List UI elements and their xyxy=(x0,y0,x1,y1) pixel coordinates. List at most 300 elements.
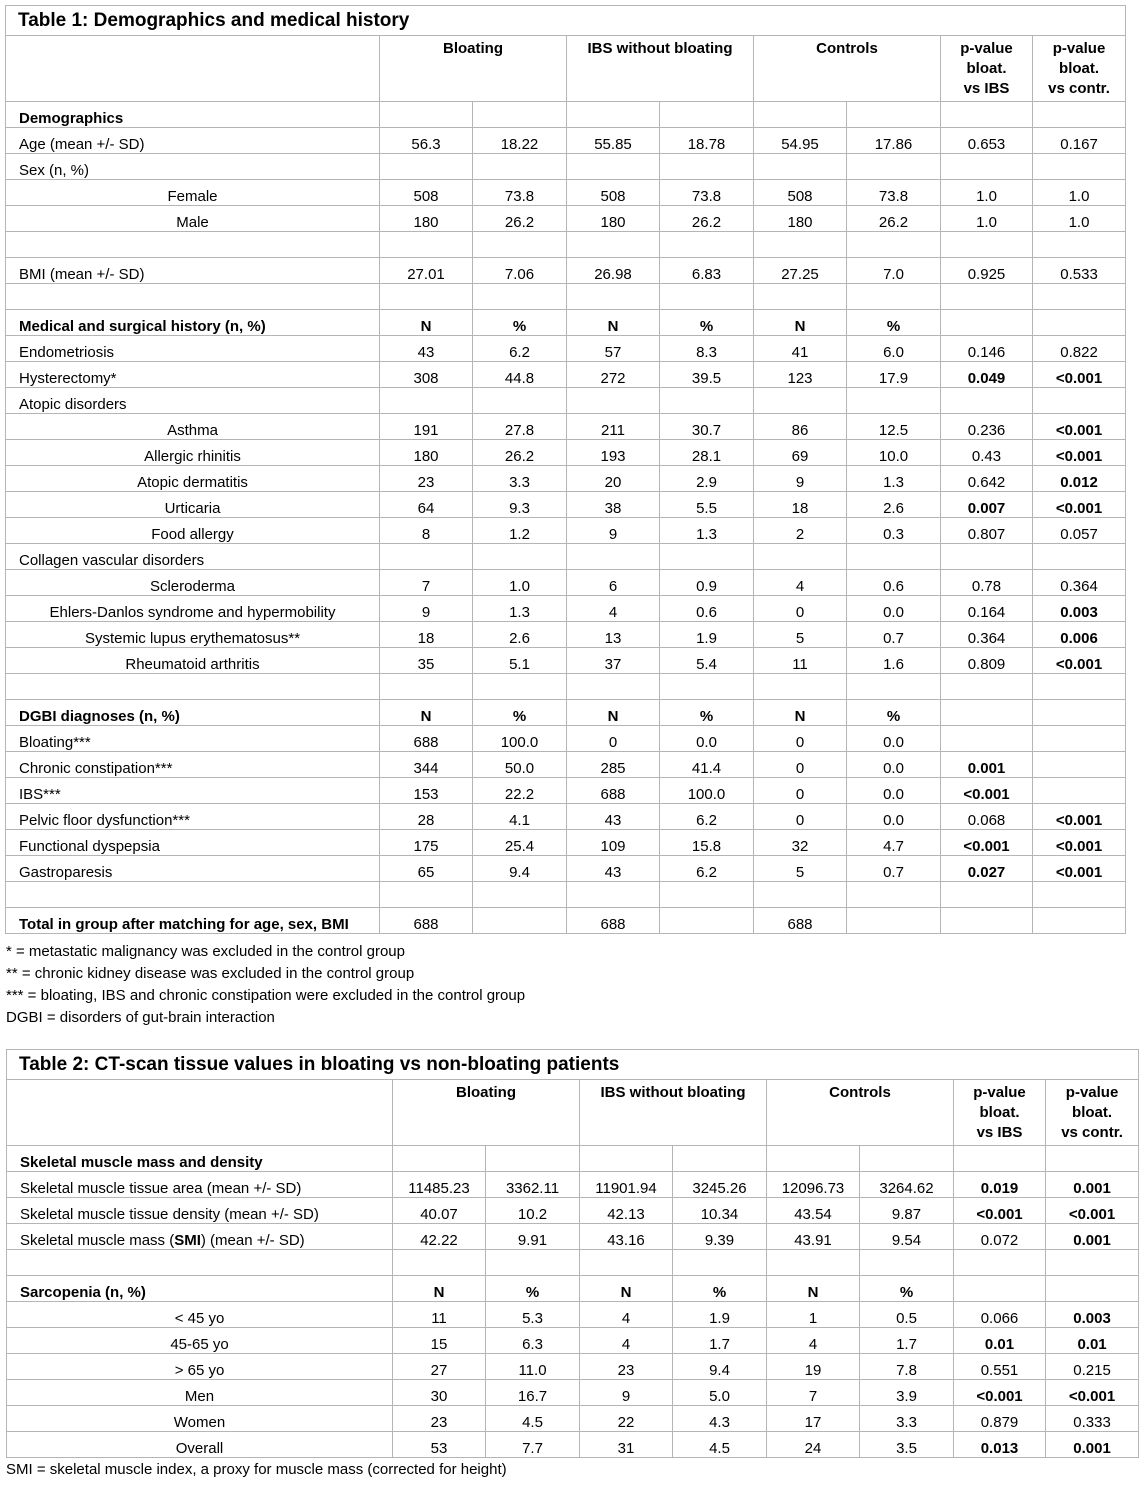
empty-cell xyxy=(1033,154,1126,180)
value-cell: 1 xyxy=(767,1302,860,1328)
row-label: Bloating*** xyxy=(6,726,380,752)
value-cell: 3.3 xyxy=(860,1406,954,1432)
value-cell: 42.22 xyxy=(393,1224,486,1250)
value-cell: 23 xyxy=(393,1406,486,1432)
pvalue-header-line: vs contr. xyxy=(1048,80,1110,97)
column-subheader: N xyxy=(393,1276,486,1302)
row-label: Allergic rhinitis xyxy=(6,440,380,466)
row-label: Ehlers-Danlos syndrome and hypermobility xyxy=(6,596,380,622)
column-subheader xyxy=(660,102,754,128)
table-row xyxy=(7,1276,1139,1302)
empty-cell xyxy=(473,882,567,908)
value-cell: 0.5 xyxy=(860,1302,954,1328)
empty-cell xyxy=(473,388,567,414)
value-cell: 2.6 xyxy=(473,622,567,648)
value-cell: 9.87 xyxy=(860,1198,954,1224)
value-cell: 11.0 xyxy=(486,1354,580,1380)
table-row xyxy=(6,414,1126,440)
value-cell: 43 xyxy=(380,336,473,362)
column-subheader: % xyxy=(673,1276,767,1302)
value-cell: 175 xyxy=(380,830,473,856)
value-cell: 20 xyxy=(567,466,660,492)
pvalue-vs-ibs: 0.146 xyxy=(941,336,1033,362)
header-blank xyxy=(6,36,380,102)
value-cell: 193 xyxy=(567,440,660,466)
value-cell: 0.3 xyxy=(847,518,941,544)
pvalue-header-line: vs contr. xyxy=(1061,1124,1123,1141)
value-cell: 43.91 xyxy=(767,1224,860,1250)
value-cell: 26.2 xyxy=(473,440,567,466)
pvalue-vs-ibs: 0.236 xyxy=(941,414,1033,440)
row-label: Skeletal muscle tissue density (mean +/- SD) xyxy=(7,1198,393,1224)
value-cell: 9.39 xyxy=(673,1224,767,1250)
value-cell: 0.0 xyxy=(847,726,941,752)
value-cell: 1.7 xyxy=(860,1328,954,1354)
row-label: IBS*** xyxy=(6,778,380,804)
empty-cell xyxy=(954,1250,1046,1276)
value-cell: 4.1 xyxy=(473,804,567,830)
value-cell: 10.34 xyxy=(673,1198,767,1224)
value-cell: 211 xyxy=(567,414,660,440)
table-row xyxy=(6,544,1126,570)
column-subheader xyxy=(754,102,847,128)
empty-cell xyxy=(941,102,1033,128)
empty-cell xyxy=(1033,700,1126,726)
pvalue-vs-controls: <0.001 xyxy=(1046,1380,1139,1406)
row-label-post: ) (mean +/- SD) xyxy=(200,1232,305,1249)
empty-cell xyxy=(847,154,941,180)
value-cell: 13 xyxy=(567,622,660,648)
pvalue-header-line: bloat. xyxy=(1059,60,1100,77)
pvalue-vs-controls: 0.001 xyxy=(1046,1224,1139,1250)
pvalue-vs-ibs: 0.072 xyxy=(954,1224,1046,1250)
table-title: Table 1: Demographics and medical history xyxy=(6,6,1126,36)
row-label: Sarcopenia (n, %) xyxy=(7,1276,393,1302)
value-cell: 3245.26 xyxy=(673,1172,767,1198)
column-subheader xyxy=(673,1146,767,1172)
row-label: Pelvic floor dysfunction*** xyxy=(6,804,380,830)
table-ct-scan xyxy=(6,1049,1139,1458)
pvalue-vs-controls: <0.001 xyxy=(1033,414,1126,440)
pvalue-vs-controls: 0.003 xyxy=(1033,596,1126,622)
empty-cell xyxy=(473,544,567,570)
value-cell: 0 xyxy=(754,804,847,830)
value-cell: 22.2 xyxy=(473,778,567,804)
pvalue-vs-ibs: 1.0 xyxy=(941,180,1033,206)
empty-cell xyxy=(660,544,754,570)
value-cell: 180 xyxy=(567,206,660,232)
value-cell: 3264.62 xyxy=(860,1172,954,1198)
value-cell: 42.13 xyxy=(580,1198,673,1224)
empty-cell xyxy=(754,882,847,908)
pvalue-vs-ibs: 0.068 xyxy=(941,804,1033,830)
value-cell: 43 xyxy=(567,804,660,830)
empty-cell xyxy=(660,882,754,908)
column-subheader: % xyxy=(860,1276,954,1302)
table-row xyxy=(6,648,1126,674)
row-label: Male xyxy=(6,206,380,232)
column-subheader xyxy=(847,102,941,128)
value-cell: 0.9 xyxy=(660,570,754,596)
value-cell: 4 xyxy=(580,1302,673,1328)
pvalue-vs-controls: 1.0 xyxy=(1033,180,1126,206)
value-cell: 40.07 xyxy=(393,1198,486,1224)
row-label: BMI (mean +/- SD) xyxy=(6,258,380,284)
row-label: Gastroparesis xyxy=(6,856,380,882)
pvalue-header-line: p-value xyxy=(1052,40,1106,57)
value-cell: 6.2 xyxy=(660,856,754,882)
value-cell: 5.1 xyxy=(473,648,567,674)
value-cell: 508 xyxy=(567,180,660,206)
table-title-row xyxy=(6,6,1126,36)
pvalue-header-line: bloat. xyxy=(979,1104,1020,1121)
value-cell: 41 xyxy=(754,336,847,362)
column-subheader xyxy=(393,1146,486,1172)
value-cell: 9 xyxy=(567,518,660,544)
table-row xyxy=(6,622,1126,648)
pvalue-header-line: p-value xyxy=(973,1084,1026,1101)
value-cell: 5.3 xyxy=(486,1302,580,1328)
value-cell: 30 xyxy=(393,1380,486,1406)
value-cell: 18.78 xyxy=(660,128,754,154)
value-cell: 56.3 xyxy=(380,128,473,154)
value-cell: 65 xyxy=(380,856,473,882)
pvalue-vs-ibs: <0.001 xyxy=(941,830,1033,856)
value-cell: 123 xyxy=(754,362,847,388)
empty-cell xyxy=(473,284,567,310)
value-cell: 27.8 xyxy=(473,414,567,440)
row-label: Women xyxy=(7,1406,393,1432)
value-cell: 11485.23 xyxy=(393,1172,486,1198)
value-cell: 7.06 xyxy=(473,258,567,284)
value-cell: 11 xyxy=(393,1302,486,1328)
value-cell: 180 xyxy=(380,440,473,466)
value-cell: 4 xyxy=(580,1328,673,1354)
table2-footnotes xyxy=(6,1459,507,1481)
pvalue-header xyxy=(1033,36,1126,102)
pvalue-header-line: p-value xyxy=(1065,1084,1119,1101)
value-cell: 508 xyxy=(754,180,847,206)
empty-cell xyxy=(6,674,380,700)
pvalue-vs-ibs: <0.001 xyxy=(954,1380,1046,1406)
row-label-bold: SMI xyxy=(174,1232,201,1249)
footnote: SMI = skeletal muscle index, a proxy for muscle mass (corrected for height) xyxy=(6,1461,507,1478)
empty-cell xyxy=(7,1250,393,1276)
value-cell: 18 xyxy=(754,492,847,518)
column-subheader: N xyxy=(754,310,847,336)
value-cell: 0 xyxy=(754,726,847,752)
value-cell: 10.2 xyxy=(486,1198,580,1224)
table-row xyxy=(6,804,1126,830)
value-cell: 100.0 xyxy=(660,778,754,804)
column-subheader xyxy=(486,1146,580,1172)
pvalue-vs-controls: 0.001 xyxy=(1046,1172,1139,1198)
pvalue-vs-ibs: 0.43 xyxy=(941,440,1033,466)
empty-cell xyxy=(941,882,1033,908)
empty-cell xyxy=(567,154,660,180)
row-label: Female xyxy=(6,180,380,206)
empty-cell xyxy=(486,1250,580,1276)
value-cell: 9 xyxy=(754,466,847,492)
pvalue-vs-ibs: 0.925 xyxy=(941,258,1033,284)
pvalue-vs-ibs: 0.007 xyxy=(941,492,1033,518)
empty-cell xyxy=(380,232,473,258)
empty-cell xyxy=(6,882,380,908)
row-label: > 65 yo xyxy=(7,1354,393,1380)
value-cell: 31 xyxy=(580,1432,673,1458)
value-cell xyxy=(847,908,941,934)
value-cell: 10.0 xyxy=(847,440,941,466)
empty-cell xyxy=(1033,544,1126,570)
pvalue-vs-controls: <0.001 xyxy=(1033,492,1126,518)
value-cell: 17.9 xyxy=(847,362,941,388)
value-cell: 3.9 xyxy=(860,1380,954,1406)
value-cell: 1.7 xyxy=(673,1328,767,1354)
row-label: Asthma xyxy=(6,414,380,440)
pvalue-vs-ibs: 0.049 xyxy=(941,362,1033,388)
value-cell: 9 xyxy=(380,596,473,622)
table-demographics xyxy=(5,5,1126,934)
table-row xyxy=(6,674,1126,700)
pvalue-vs-controls: <0.001 xyxy=(1033,830,1126,856)
pvalue-vs-ibs xyxy=(941,908,1033,934)
pvalue-vs-controls: 0.001 xyxy=(1046,1432,1139,1458)
empty-cell xyxy=(1046,1250,1139,1276)
value-cell: 55.85 xyxy=(567,128,660,154)
footnote: *** = bloating, IBS and chronic constipation were excluded in the control group xyxy=(6,987,526,1004)
table-row xyxy=(6,830,1126,856)
value-cell: 4 xyxy=(567,596,660,622)
empty-cell xyxy=(847,882,941,908)
row-label: Chronic constipation*** xyxy=(6,752,380,778)
value-cell: 2 xyxy=(754,518,847,544)
value-cell: 5.4 xyxy=(660,648,754,674)
value-cell: 28.1 xyxy=(660,440,754,466)
table-title-row xyxy=(7,1050,1139,1080)
value-cell: 26.98 xyxy=(567,258,660,284)
empty-cell xyxy=(1033,284,1126,310)
empty-cell xyxy=(473,232,567,258)
pvalue-vs-ibs: 0.066 xyxy=(954,1302,1046,1328)
value-cell: 19 xyxy=(767,1354,860,1380)
value-cell: 26.2 xyxy=(660,206,754,232)
value-cell: 0.7 xyxy=(847,856,941,882)
value-cell: 3.3 xyxy=(473,466,567,492)
value-cell: 1.3 xyxy=(473,596,567,622)
column-subheader: % xyxy=(486,1276,580,1302)
value-cell: 0 xyxy=(567,726,660,752)
empty-cell xyxy=(954,1146,1046,1172)
pvalue-vs-ibs: 1.0 xyxy=(941,206,1033,232)
value-cell: 272 xyxy=(567,362,660,388)
empty-cell xyxy=(754,284,847,310)
empty-cell xyxy=(660,674,754,700)
empty-cell xyxy=(393,1250,486,1276)
value-cell: 25.4 xyxy=(473,830,567,856)
row-label: Collagen vascular disorders xyxy=(6,544,380,570)
table-row xyxy=(6,440,1126,466)
pvalue-header xyxy=(941,36,1033,102)
row-label: DGBI diagnoses (n, %) xyxy=(6,700,380,726)
empty-cell xyxy=(941,232,1033,258)
value-cell xyxy=(473,908,567,934)
value-cell: 6 xyxy=(567,570,660,596)
row-label: Demographics xyxy=(6,102,380,128)
value-cell: 4.5 xyxy=(486,1406,580,1432)
pvalue-vs-ibs: <0.001 xyxy=(954,1198,1046,1224)
column-subheader xyxy=(473,102,567,128)
value-cell: 18.22 xyxy=(473,128,567,154)
column-subheader xyxy=(860,1146,954,1172)
table-row xyxy=(7,1432,1139,1458)
row-label: Medical and surgical history (n, %) xyxy=(6,310,380,336)
value-cell: 7 xyxy=(380,570,473,596)
pvalue-vs-controls: 0.822 xyxy=(1033,336,1126,362)
value-cell: 43.54 xyxy=(767,1198,860,1224)
value-cell: 285 xyxy=(567,752,660,778)
empty-cell xyxy=(380,882,473,908)
value-cell: 6.0 xyxy=(847,336,941,362)
value-cell: 26.2 xyxy=(847,206,941,232)
empty-cell xyxy=(847,674,941,700)
pvalue-vs-controls xyxy=(1033,752,1126,778)
pvalue-vs-ibs: 0.027 xyxy=(941,856,1033,882)
value-cell: 11901.94 xyxy=(580,1172,673,1198)
group-header: Bloating xyxy=(393,1080,580,1146)
empty-cell xyxy=(847,388,941,414)
value-cell: 2.9 xyxy=(660,466,754,492)
pvalue-vs-ibs: 0.653 xyxy=(941,128,1033,154)
pvalue-vs-controls: <0.001 xyxy=(1033,804,1126,830)
group-header: Controls xyxy=(767,1080,954,1146)
table-row xyxy=(6,466,1126,492)
value-cell: 23 xyxy=(380,466,473,492)
table-row xyxy=(7,1198,1139,1224)
value-cell: 17 xyxy=(767,1406,860,1432)
pvalue-vs-controls: 0.006 xyxy=(1033,622,1126,648)
table-row xyxy=(6,700,1126,726)
pvalue-vs-ibs: 0.019 xyxy=(954,1172,1046,1198)
table-row xyxy=(6,492,1126,518)
column-subheader: % xyxy=(660,700,754,726)
empty-cell xyxy=(754,674,847,700)
column-subheader: % xyxy=(847,310,941,336)
footnote: DGBI = disorders of gut-brain interaction xyxy=(6,1009,275,1026)
value-cell: 6.83 xyxy=(660,258,754,284)
table-row xyxy=(6,180,1126,206)
pvalue-vs-controls: 0.364 xyxy=(1033,570,1126,596)
value-cell: 1.0 xyxy=(473,570,567,596)
group-header-row xyxy=(6,36,1126,102)
value-cell: 0 xyxy=(754,778,847,804)
empty-cell xyxy=(1033,388,1126,414)
value-cell: 5 xyxy=(754,856,847,882)
value-cell: 0.0 xyxy=(847,778,941,804)
empty-cell xyxy=(941,674,1033,700)
value-cell: 7.7 xyxy=(486,1432,580,1458)
value-cell: 86 xyxy=(754,414,847,440)
value-cell: 27.01 xyxy=(380,258,473,284)
pvalue-header xyxy=(954,1080,1046,1146)
value-cell: 7.0 xyxy=(847,258,941,284)
empty-cell xyxy=(660,284,754,310)
empty-cell xyxy=(473,154,567,180)
empty-cell xyxy=(6,284,380,310)
empty-cell xyxy=(567,544,660,570)
value-cell: 35 xyxy=(380,648,473,674)
table-row xyxy=(7,1146,1139,1172)
value-cell: 73.8 xyxy=(847,180,941,206)
table-row xyxy=(6,882,1126,908)
row-label: < 45 yo xyxy=(7,1302,393,1328)
pvalue-header-line: vs IBS xyxy=(963,80,1010,97)
value-cell xyxy=(660,908,754,934)
value-cell: 7 xyxy=(767,1380,860,1406)
value-cell: 0.0 xyxy=(847,804,941,830)
empty-cell xyxy=(380,154,473,180)
row-label: Endometriosis xyxy=(6,336,380,362)
pvalue-header-line: vs IBS xyxy=(976,1124,1023,1141)
empty-cell xyxy=(847,544,941,570)
column-subheader: N xyxy=(580,1276,673,1302)
table-row xyxy=(6,908,1126,934)
value-cell: 4.7 xyxy=(847,830,941,856)
empty-cell xyxy=(767,1250,860,1276)
value-cell: 69 xyxy=(754,440,847,466)
group-header-row xyxy=(7,1080,1139,1146)
value-cell: 688 xyxy=(567,908,660,934)
value-cell: 508 xyxy=(380,180,473,206)
value-cell: 5.0 xyxy=(673,1380,767,1406)
pvalue-vs-controls: 0.01 xyxy=(1046,1328,1139,1354)
row-label: 45-65 yo xyxy=(7,1328,393,1354)
empty-cell xyxy=(754,154,847,180)
footnote: * = metastatic malignancy was excluded in the control group xyxy=(6,943,405,960)
value-cell: 27 xyxy=(393,1354,486,1380)
value-cell: 16.7 xyxy=(486,1380,580,1406)
empty-cell xyxy=(1033,674,1126,700)
value-cell: 24 xyxy=(767,1432,860,1458)
table-row xyxy=(6,128,1126,154)
value-cell: 0 xyxy=(754,752,847,778)
column-subheader xyxy=(767,1146,860,1172)
empty-cell xyxy=(754,232,847,258)
table-row xyxy=(7,1172,1139,1198)
row-label: Scleroderma xyxy=(6,570,380,596)
header-blank xyxy=(7,1080,393,1146)
table-row xyxy=(7,1250,1139,1276)
value-cell: 6.3 xyxy=(486,1328,580,1354)
empty-cell xyxy=(1033,882,1126,908)
value-cell: 153 xyxy=(380,778,473,804)
group-header: Bloating xyxy=(380,36,567,102)
value-cell: 1.9 xyxy=(660,622,754,648)
table-row xyxy=(7,1406,1139,1432)
empty-cell xyxy=(580,1250,673,1276)
value-cell: 15.8 xyxy=(660,830,754,856)
table-row xyxy=(6,336,1126,362)
pvalue-vs-ibs: 0.809 xyxy=(941,648,1033,674)
table-row xyxy=(7,1380,1139,1406)
pvalue-vs-controls: 0.057 xyxy=(1033,518,1126,544)
empty-cell xyxy=(380,284,473,310)
table-row xyxy=(6,518,1126,544)
pvalue-vs-ibs: 0.364 xyxy=(941,622,1033,648)
table-row xyxy=(7,1302,1139,1328)
empty-cell xyxy=(567,882,660,908)
column-subheader: N xyxy=(767,1276,860,1302)
empty-cell xyxy=(380,674,473,700)
